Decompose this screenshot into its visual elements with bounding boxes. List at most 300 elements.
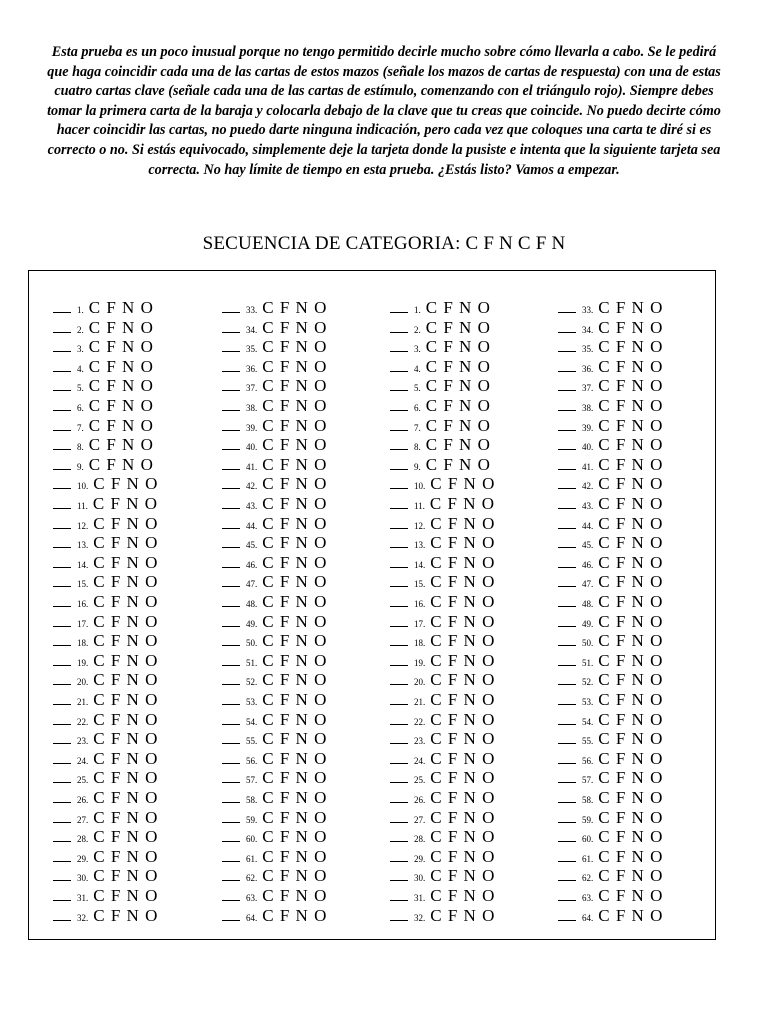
category-options: C F N O (93, 552, 159, 572)
answer-blank[interactable] (53, 866, 71, 881)
category-options: C F N O (262, 415, 328, 435)
answer-row (222, 768, 327, 788)
item-number: 12. (77, 520, 89, 531)
item-number: 25. (77, 775, 89, 786)
answer-blank[interactable] (558, 592, 576, 607)
answer-row (390, 670, 495, 690)
answer-blank[interactable] (390, 612, 408, 627)
category-options: C F N O (262, 709, 328, 729)
answer-blank[interactable] (558, 298, 576, 313)
answer-row (53, 631, 158, 651)
answer-blank[interactable] (222, 494, 240, 509)
answer-blank[interactable] (558, 572, 576, 587)
answer-blank[interactable] (222, 514, 240, 529)
answer-blank[interactable] (222, 847, 240, 862)
item-number: 32. (77, 912, 89, 923)
answer-blank[interactable] (558, 553, 576, 568)
category-options: C F N O (598, 827, 664, 847)
category-options: C F N O (93, 690, 159, 709)
answer-blank[interactable] (222, 906, 240, 921)
answer-row (53, 768, 158, 788)
answer-row (222, 553, 327, 573)
answer-blank[interactable] (390, 729, 408, 744)
item-number: 49. (246, 618, 258, 629)
answer-row (558, 514, 663, 534)
answer-blank[interactable] (558, 768, 576, 783)
answer-row (222, 651, 327, 671)
item-number: 39. (582, 422, 594, 433)
answer-row (53, 710, 158, 730)
answer-blank[interactable] (558, 690, 576, 705)
answer-row (53, 827, 158, 847)
category-options: C F N O (598, 317, 664, 337)
answer-blank[interactable] (53, 474, 71, 489)
answer-blank[interactable] (53, 788, 71, 803)
answer-blank[interactable] (390, 847, 408, 862)
answer-row (390, 847, 495, 867)
answer-blank[interactable] (558, 455, 576, 470)
answer-blank[interactable] (558, 357, 576, 372)
answer-blank[interactable] (222, 318, 240, 333)
answer-blank[interactable] (222, 553, 240, 568)
category-options: C F N O (262, 807, 328, 827)
answer-blank[interactable] (390, 533, 408, 548)
answer-row (390, 788, 495, 808)
answer-blank[interactable] (558, 416, 576, 431)
item-number: 4. (77, 363, 84, 374)
answer-blank[interactable] (558, 318, 576, 333)
item-number: 34. (582, 324, 594, 335)
answer-row (558, 866, 663, 886)
answer-row (558, 710, 663, 730)
answer-blank[interactable] (53, 337, 71, 352)
category-options: C F N O (430, 827, 496, 847)
answer-blank[interactable] (53, 494, 71, 509)
answer-blank[interactable] (222, 435, 240, 450)
category-options: C F N O (598, 846, 664, 866)
item-number: 52. (246, 677, 258, 688)
answer-row (390, 906, 495, 926)
answer-blank[interactable] (390, 827, 408, 842)
answer-row (558, 827, 663, 847)
category-options: C F N O (598, 298, 664, 317)
answer-blank[interactable] (390, 572, 408, 587)
category-options: C F N O (430, 650, 496, 670)
item-number: 47. (246, 579, 258, 590)
answer-blank[interactable] (390, 710, 408, 725)
category-options: C F N O (598, 611, 664, 631)
answer-blank[interactable] (558, 847, 576, 862)
answer-row (222, 416, 327, 436)
category-options: C F N O (430, 533, 496, 553)
answer-blank[interactable] (390, 455, 408, 470)
answer-blank[interactable] (558, 651, 576, 666)
answer-blank[interactable] (53, 435, 71, 450)
category-options: C F N O (598, 807, 664, 827)
answer-row (390, 827, 495, 847)
answer-row (53, 553, 158, 573)
answer-blank[interactable] (53, 670, 71, 685)
category-options: C F N O (93, 650, 159, 670)
answer-blank[interactable] (558, 710, 576, 725)
category-options: C F N O (598, 729, 664, 749)
item-number: 45. (582, 540, 594, 551)
answer-blank[interactable] (222, 592, 240, 607)
answer-blank[interactable] (53, 768, 71, 783)
answer-blank[interactable] (558, 612, 576, 627)
category-options: C F N O (88, 337, 154, 357)
item-number: 29. (77, 853, 89, 864)
category-options: C F N O (262, 592, 328, 611)
item-number: 45. (246, 540, 258, 551)
answer-blank[interactable] (222, 788, 240, 803)
answer-blank[interactable] (53, 808, 71, 823)
category-options: C F N O (425, 337, 491, 357)
answer-blank[interactable] (53, 357, 71, 372)
answer-row (222, 749, 327, 769)
answer-row (53, 690, 158, 710)
category-options: C F N O (598, 572, 664, 592)
category-options: C F N O (93, 886, 159, 905)
item-number: 13. (414, 540, 426, 551)
category-options: C F N O (262, 513, 328, 533)
answer-blank[interactable] (390, 435, 408, 450)
answer-blank[interactable] (390, 592, 408, 607)
answer-blank[interactable] (390, 318, 408, 333)
answer-blank[interactable] (390, 749, 408, 764)
answer-blank[interactable] (558, 494, 576, 509)
answer-blank[interactable] (558, 866, 576, 881)
category-options: C F N O (598, 709, 664, 729)
answer-blank[interactable] (390, 514, 408, 529)
item-number: 52. (582, 677, 594, 688)
answer-blank[interactable] (222, 416, 240, 431)
answer-blank[interactable] (558, 376, 576, 391)
answer-blank[interactable] (222, 474, 240, 489)
answer-blank[interactable] (222, 396, 240, 411)
item-number: 44. (246, 520, 258, 531)
answer-blank[interactable] (53, 514, 71, 529)
answer-row (222, 729, 327, 749)
answer-row (222, 788, 327, 808)
answer-blank[interactable] (390, 866, 408, 881)
answer-row (222, 906, 327, 926)
item-number: 4. (414, 363, 421, 374)
answer-blank[interactable] (390, 808, 408, 823)
category-options: C F N O (262, 317, 328, 337)
answer-blank[interactable] (558, 729, 576, 744)
category-options: C F N O (598, 552, 664, 572)
category-options: C F N O (598, 513, 664, 533)
answer-row (390, 866, 495, 886)
answer-row (53, 670, 158, 690)
answer-blank[interactable] (53, 416, 71, 431)
category-options: C F N O (262, 572, 328, 592)
item-number: 14. (414, 559, 426, 570)
answer-blank[interactable] (390, 337, 408, 352)
category-options: C F N O (262, 611, 328, 631)
answer-blank[interactable] (390, 651, 408, 666)
category-options: C F N O (88, 376, 154, 396)
answer-blank[interactable] (53, 827, 71, 842)
category-options: C F N O (262, 650, 328, 670)
answer-row (53, 533, 158, 553)
answer-blank[interactable] (558, 396, 576, 411)
answer-blank[interactable] (558, 886, 576, 901)
answer-row (222, 808, 327, 828)
answer-blank[interactable] (558, 827, 576, 842)
answer-blank[interactable] (53, 886, 71, 901)
answer-blank[interactable] (222, 572, 240, 587)
answer-blank[interactable] (390, 357, 408, 372)
answer-blank[interactable] (558, 533, 576, 548)
category-options: C F N O (262, 846, 328, 866)
category-options: C F N O (262, 670, 328, 690)
answer-blank[interactable] (222, 710, 240, 725)
category-options: C F N O (598, 631, 664, 651)
item-number: 3. (77, 344, 84, 355)
category-options: C F N O (88, 298, 154, 317)
answer-row (558, 494, 663, 514)
item-number: 7. (414, 422, 421, 433)
answer-blank[interactable] (222, 866, 240, 881)
answer-blank[interactable] (222, 357, 240, 372)
category-options: C F N O (262, 376, 328, 396)
category-options: C F N O (430, 729, 496, 749)
category-options: C F N O (598, 866, 664, 886)
category-options: C F N O (262, 886, 328, 905)
answer-blank[interactable] (53, 592, 71, 607)
item-number: 57. (246, 775, 258, 786)
answer-row (558, 788, 663, 808)
answer-row (558, 886, 663, 906)
answer-blank[interactable] (558, 474, 576, 489)
item-number: 27. (77, 814, 89, 825)
answer-row (390, 474, 495, 494)
item-number: 21. (77, 697, 89, 707)
answer-row (222, 847, 327, 867)
answer-row (558, 749, 663, 769)
item-number: 48. (582, 599, 594, 609)
answer-blank[interactable] (222, 768, 240, 783)
answer-blank[interactable] (53, 455, 71, 470)
answer-blank[interactable] (222, 690, 240, 705)
answer-blank[interactable] (53, 710, 71, 725)
answer-blank[interactable] (53, 631, 71, 646)
category-options: C F N O (598, 533, 664, 553)
item-number: 5. (77, 383, 84, 394)
answer-row (53, 494, 158, 514)
answer-row (53, 396, 154, 416)
item-number: 24. (414, 755, 426, 766)
item-number: 29. (414, 853, 426, 864)
answer-blank[interactable] (390, 553, 408, 568)
category-options: C F N O (262, 356, 328, 376)
item-number: 34. (246, 324, 258, 335)
category-options: C F N O (262, 905, 328, 925)
item-number: 46. (246, 559, 258, 570)
item-number: 41. (246, 461, 258, 472)
answer-blank[interactable] (222, 651, 240, 666)
item-number: 59. (582, 814, 594, 825)
answer-blank[interactable] (222, 533, 240, 548)
answer-blank[interactable] (558, 670, 576, 685)
item-number: 38. (582, 403, 594, 413)
answer-blank[interactable] (53, 690, 71, 705)
category-options: C F N O (93, 670, 159, 690)
category-options: C F N O (262, 827, 328, 847)
item-number: 3. (414, 344, 421, 355)
answer-row (558, 455, 663, 475)
answer-row (558, 357, 663, 377)
category-options: C F N O (88, 356, 154, 376)
answer-blank[interactable] (558, 337, 576, 352)
answer-row (222, 396, 327, 416)
answer-blank[interactable] (53, 318, 71, 333)
item-number: 30. (414, 873, 426, 884)
category-options: C F N O (262, 494, 328, 513)
answer-blank[interactable] (222, 827, 240, 842)
answer-blank[interactable] (390, 416, 408, 431)
category-options: C F N O (430, 709, 496, 729)
answer-row (558, 553, 663, 573)
answer-blank[interactable] (558, 514, 576, 529)
category-options: C F N O (262, 435, 328, 455)
category-options: C F N O (430, 748, 496, 768)
answer-row (390, 494, 495, 514)
item-number: 32. (414, 912, 426, 923)
answer-row (222, 866, 327, 886)
answer-blank[interactable] (390, 690, 408, 705)
answer-blank[interactable] (53, 612, 71, 627)
item-number: 25. (414, 775, 426, 786)
item-number: 15. (77, 579, 89, 590)
answer-blank[interactable] (53, 572, 71, 587)
category-options: C F N O (430, 513, 496, 533)
answer-blank[interactable] (390, 788, 408, 803)
answer-blank[interactable] (222, 886, 240, 901)
category-options: C F N O (93, 905, 159, 925)
item-number: 59. (246, 814, 258, 825)
category-options: C F N O (262, 768, 328, 788)
answer-blank[interactable] (558, 906, 576, 921)
answer-blank[interactable] (53, 847, 71, 862)
answer-blank[interactable] (222, 376, 240, 391)
category-options: C F N O (93, 572, 159, 592)
answer-blank[interactable] (53, 749, 71, 764)
category-options: C F N O (429, 494, 496, 513)
item-number: 46. (582, 559, 594, 570)
answer-blank[interactable] (222, 612, 240, 627)
item-number: 8. (414, 442, 421, 453)
answer-blank[interactable] (53, 533, 71, 548)
answer-row (222, 318, 327, 338)
answer-blank[interactable] (222, 631, 240, 646)
category-options: C F N O (598, 670, 664, 690)
answer-row (53, 318, 154, 338)
answer-blank[interactable] (222, 337, 240, 352)
category-options: C F N O (93, 474, 159, 494)
answer-blank[interactable] (222, 808, 240, 823)
answer-row (222, 827, 327, 847)
answer-blank[interactable] (390, 376, 408, 391)
answer-row (558, 533, 663, 553)
category-options: C F N O (425, 454, 491, 474)
answer-blank[interactable] (390, 474, 408, 489)
answer-blank[interactable] (390, 396, 408, 411)
answer-blank[interactable] (390, 631, 408, 646)
item-number: 28. (414, 834, 426, 845)
answer-row (53, 729, 158, 749)
category-options: C F N O (93, 768, 159, 788)
item-number: 43. (246, 501, 258, 511)
item-number: 12. (414, 520, 426, 531)
answer-blank[interactable] (390, 494, 408, 509)
answer-row (390, 533, 495, 553)
answer-row (390, 337, 491, 357)
answer-blank[interactable] (222, 298, 240, 313)
answer-blank[interactable] (390, 768, 408, 783)
answer-blank[interactable] (53, 553, 71, 568)
category-options: C F N O (262, 788, 328, 807)
answer-row (53, 298, 154, 318)
item-number: 19. (77, 657, 89, 668)
answer-blank[interactable] (53, 906, 71, 921)
category-options: C F N O (598, 690, 664, 709)
answer-blank[interactable] (222, 749, 240, 764)
answer-blank[interactable] (558, 435, 576, 450)
answer-blank[interactable] (222, 729, 240, 744)
answer-blank[interactable] (558, 808, 576, 823)
answer-blank[interactable] (390, 298, 408, 313)
answer-row (53, 808, 158, 828)
answer-blank[interactable] (390, 906, 408, 921)
category-options: C F N O (598, 748, 664, 768)
answer-blank[interactable] (53, 651, 71, 666)
item-number: 61. (246, 853, 258, 864)
answer-blank[interactable] (390, 886, 408, 901)
answer-blank[interactable] (53, 376, 71, 391)
item-number: 16. (414, 599, 426, 609)
category-options: C F N O (92, 494, 159, 513)
answer-blank[interactable] (390, 670, 408, 685)
category-options: C F N O (93, 788, 159, 807)
answer-row (558, 690, 663, 710)
item-number: 24. (77, 755, 89, 766)
answer-blank[interactable] (53, 396, 71, 411)
item-number: 36. (246, 363, 258, 374)
answer-row (222, 455, 327, 475)
answer-blank[interactable] (53, 298, 71, 313)
answer-row (390, 886, 495, 906)
answer-row (53, 886, 158, 906)
category-options: C F N O (430, 866, 496, 886)
answer-blank[interactable] (558, 631, 576, 646)
category-options: C F N O (88, 317, 154, 337)
answer-blank[interactable] (222, 670, 240, 685)
answer-row (53, 572, 158, 592)
answer-blank[interactable] (53, 729, 71, 744)
answer-blank[interactable] (558, 788, 576, 803)
item-number: 23. (77, 736, 89, 747)
answer-row (390, 416, 491, 436)
item-number: 57. (582, 775, 594, 786)
answer-row (390, 298, 491, 318)
category-options: C F N O (93, 533, 159, 553)
answer-blank[interactable] (222, 455, 240, 470)
answer-blank[interactable] (558, 749, 576, 764)
answer-row (53, 847, 158, 867)
